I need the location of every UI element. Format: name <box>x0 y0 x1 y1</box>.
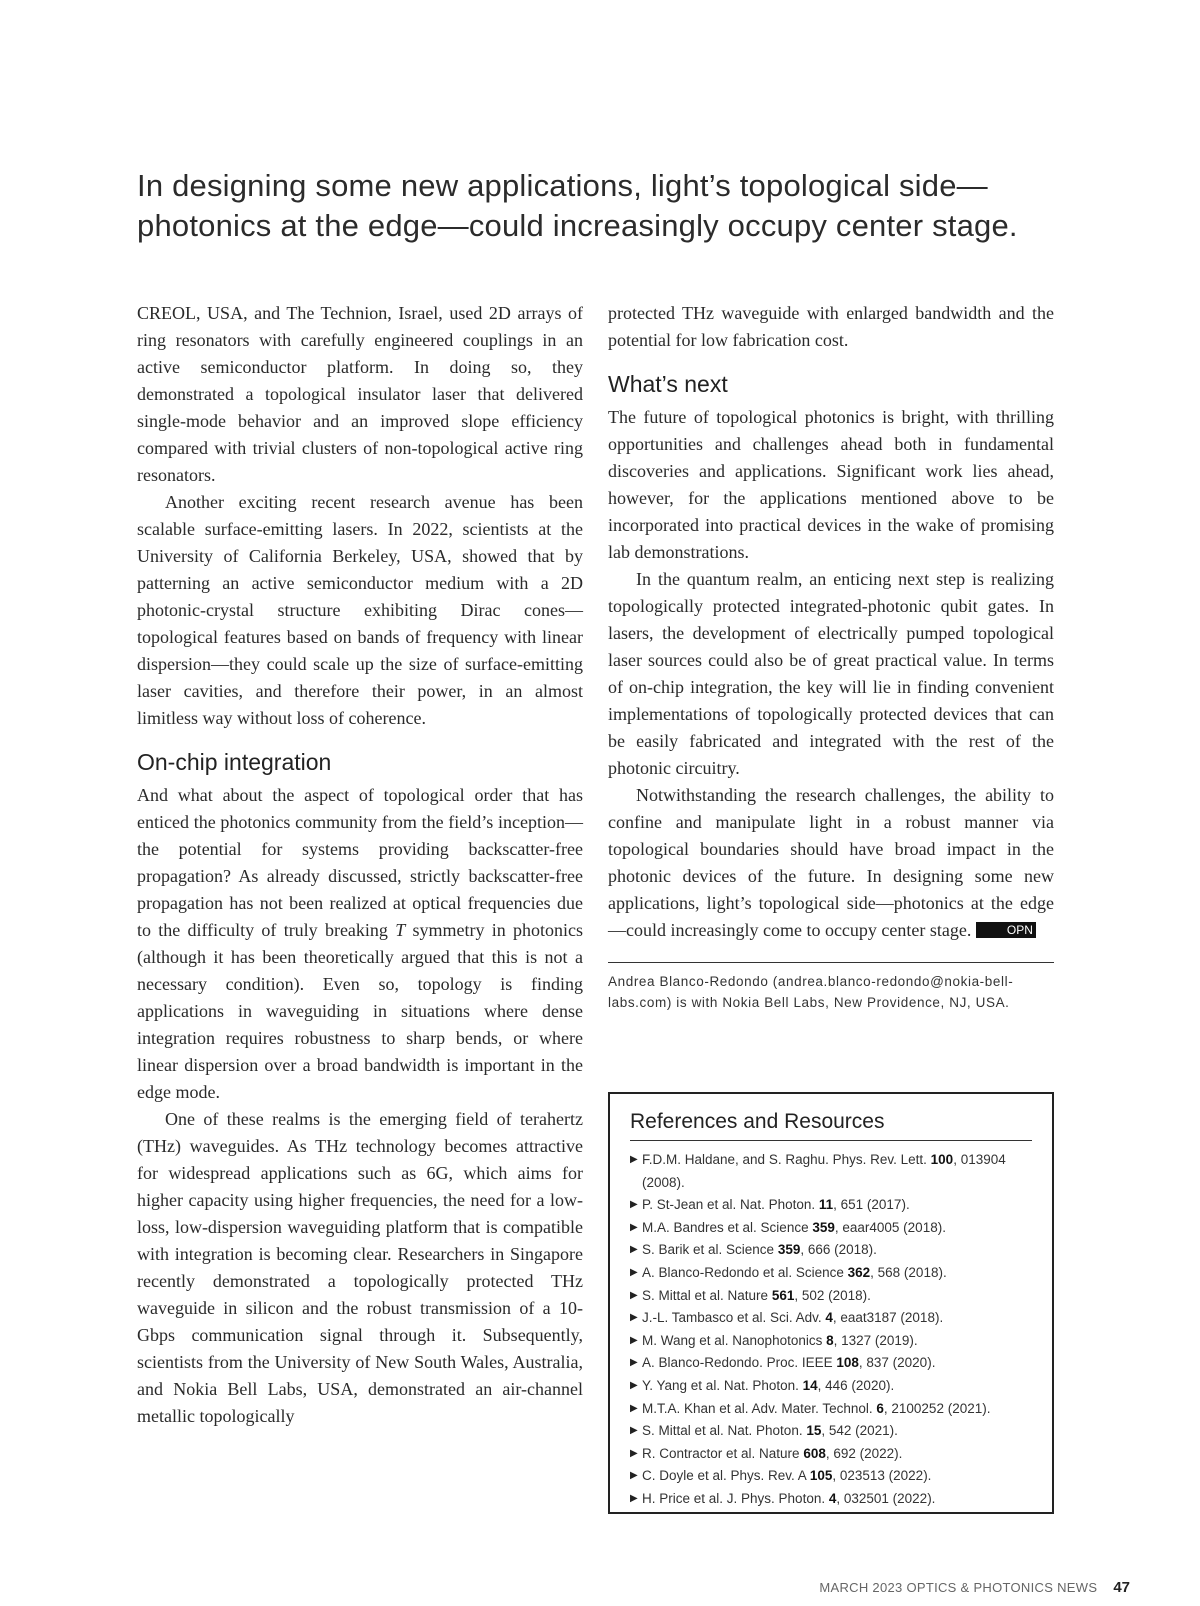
reference-volume: 8 <box>826 1332 834 1348</box>
reference-volume: 4 <box>828 1490 837 1506</box>
reference-citation: A. Blanco-Redondo et al. Science <box>642 1264 848 1280</box>
reference-pages-year: , 032501 (2022). <box>836 1490 936 1506</box>
reference-item <box>630 1194 1032 1217</box>
bullet-triangle-icon: ▶ <box>630 1244 638 1256</box>
reference-item <box>630 1149 1032 1194</box>
page-footer <box>819 1579 1130 1597</box>
reference-item <box>630 1307 1032 1330</box>
reference-item <box>630 1217 1032 1240</box>
reference-item <box>630 1465 1032 1488</box>
reference-citation: M. Wang et al. Nanophotonics <box>642 1332 827 1348</box>
reference-item <box>630 1330 1032 1353</box>
paragraph-text: And what about the aspect of topological order that has enticed the photonics community from the field’s inception—the potential for systems providing backscatter-free propagation? As already discussed, strictly backscatter-free propagation has not been realized at optical frequencies due to the difficulty of truly breaking <box>137 785 583 940</box>
issue-label: MARCH 2023 OPTICS & PHOTONICS NEWS <box>819 1580 1098 1595</box>
divider <box>608 962 1054 963</box>
reference-item <box>630 1285 1032 1308</box>
bullet-triangle-icon: ▶ <box>630 1221 638 1233</box>
reference-item <box>630 1352 1032 1375</box>
section-heading-on-chip-integration: On-chip integration <box>137 749 332 775</box>
reference-pages-year: , 666 (2018). <box>800 1242 877 1258</box>
reference-citation: F.D.M. Haldane, and S. Raghu. Phys. Rev. Lett. <box>642 1152 931 1167</box>
bullet-triangle-icon: ▶ <box>630 1357 638 1369</box>
reference-citation: M.A. Bandres et al. Science <box>642 1219 813 1235</box>
paragraph: Another exciting recent research avenue has been scalable surface-emitting lasers. In 2022, scientists at the University of California Berkeley, USA, showed that by patterning an active semiconductor medium with a 2D photonic-crystal structure exhibiting Dirac cones—topological features based on bands of frequency with linear dispersion—they could scale up the size of surface-emitting laser cavities, and therefore their power, in an almost limitless way without loss of coherence. <box>137 492 583 728</box>
paragraph <box>137 782 583 1106</box>
reference-volume: 11 <box>818 1197 834 1213</box>
paragraph: protected THz waveguide with enlarged bandwidth and the potential for low fabrication cost. <box>608 303 1054 350</box>
paragraph: One of these realms is the emerging field of terahertz (THz) waveguides. As THz technology becomes attractive for widespread applications such as 6G, which aims for higher capacity using higher frequencies, the need for a low-loss, low-dispersion waveguiding platform that is compatible with integration is becoming clear. Researchers in Singapore recently demonstrated a topologically protected THz waveguide in silicon and the robust transmission of a 10-Gbps communication signal through it. Subsequently, scientists from the University of New South Wales, Australia, and Nokia Bell Labs, USA, demonstrated an air-channel metallic topologically <box>137 1109 583 1426</box>
bullet-triangle-icon: ▶ <box>630 1334 638 1346</box>
reference-item <box>630 1239 1032 1262</box>
reference-pages-year: , eaar4005 (2018). <box>834 1219 946 1235</box>
reference-citation: R. Contractor et al. Nature <box>642 1445 804 1461</box>
article-column-left <box>137 300 583 1430</box>
reference-volume: 359 <box>812 1219 835 1235</box>
bullet-triangle-icon: ▶ <box>630 1379 638 1391</box>
bullet-triangle-icon: ▶ <box>630 1312 638 1324</box>
reference-volume: 108 <box>836 1355 859 1371</box>
pull-quote: In designing some new applications, light’s topological side—photonics at the edge—could increasingly occupy center stage. <box>137 168 1018 243</box>
reference-volume: 15 <box>806 1423 822 1439</box>
reference-pages-year: , 2100252 (2021). <box>883 1400 991 1416</box>
reference-citation: S. Barik et al. Science <box>642 1242 778 1258</box>
reference-citation: H. Price et al. J. Phys. Photon. <box>642 1490 829 1506</box>
reference-volume: 6 <box>876 1400 884 1416</box>
reference-pages-year: , 837 (2020). <box>858 1355 936 1371</box>
section-heading-whats-next: What’s next <box>608 371 728 397</box>
reference-volume: 608 <box>803 1445 826 1461</box>
reference-pages-year: , eaat3187 (2018). <box>832 1310 944 1326</box>
reference-citation: C. Doyle et al. Phys. Rev. A <box>642 1468 810 1484</box>
reference-pages-year: , 013904 (2008). <box>642 1152 1006 1190</box>
references-list <box>630 1149 1032 1511</box>
bullet-triangle-icon: ▶ <box>630 1402 638 1414</box>
reference-citation: M.T.A. Khan et al. Adv. Mater. Technol. <box>642 1400 877 1416</box>
reference-item <box>630 1443 1032 1466</box>
reference-volume: 105 <box>809 1468 833 1484</box>
reference-pages-year: , 023513 (2022). <box>832 1468 932 1484</box>
references-box <box>608 1092 1054 1514</box>
reference-pages-year: , 651 (2017). <box>833 1197 910 1213</box>
paragraph: In the quantum realm, an enticing next step is realizing topologically protected integrated-photonic qubit gates. In lasers, the development of electrically pumped topological laser sources could also be of great practical value. In terms of on-chip integration, the key will lie in finding convenient implementations of topologically protected devices that can be easily fabricated and integrated with the rest of the photonic circuitry. <box>608 569 1054 778</box>
paragraph-text: Notwithstanding the research challenges, the ability to confine and manipulate light in a robust manner via topological boundaries should have broad impact in the photonic devices of the future. In designing some new applications, light’s topological side—photonics at the edge—could increasingly come to occupy center stage. <box>608 785 1054 940</box>
reference-item <box>630 1262 1032 1285</box>
bullet-triangle-icon: ▶ <box>630 1266 638 1278</box>
reference-citation: A. Blanco-Redondo. Proc. IEEE <box>642 1355 837 1371</box>
reference-volume: 362 <box>847 1264 871 1280</box>
reference-item <box>630 1398 1032 1421</box>
reference-pages-year: , 1327 (2019). <box>833 1332 918 1348</box>
bullet-triangle-icon: ▶ <box>630 1289 638 1301</box>
reference-volume: 561 <box>771 1287 795 1303</box>
reference-pages-year: , 542 (2021). <box>821 1423 898 1439</box>
reference-pages-year: , 446 (2020). <box>817 1377 895 1393</box>
reference-item <box>630 1375 1032 1398</box>
reference-citation: P. St-Jean et al. Nat. Photon. <box>642 1197 819 1213</box>
reference-item <box>630 1488 1032 1511</box>
bullet-triangle-icon: ▶ <box>630 1470 638 1482</box>
reference-citation: S. Mittal et al. Nature <box>642 1287 772 1303</box>
reference-volume: 4 <box>825 1310 833 1326</box>
reference-volume: 100 <box>930 1152 954 1167</box>
bullet-triangle-icon: ▶ <box>630 1425 638 1437</box>
author-bio: Andrea Blanco-Redondo (andrea.blanco-redondo@nokia-bell-labs.com) is with Nokia Bell Labs, New Providence, NJ, USA. <box>608 974 1014 1010</box>
article-column-right <box>608 300 1054 1013</box>
bullet-triangle-icon: ▶ <box>630 1154 638 1165</box>
paragraph: The future of topological photonics is bright, with thrilling opportunities and challenges ahead both in fundamental discoveries and applications. Significant work lies ahead, however, for the applications mentioned above to be incorporated into practical devices in the wake of promising lab demonstrations. <box>608 407 1054 562</box>
reference-item <box>630 1420 1032 1443</box>
reference-pages-year: , 692 (2022). <box>825 1445 903 1461</box>
reference-volume: 359 <box>777 1242 801 1258</box>
reference-volume: 14 <box>802 1377 818 1393</box>
reference-citation: J.-L. Tambasco et al. Sci. Adv. <box>642 1310 826 1326</box>
paragraph <box>608 782 1054 944</box>
bullet-triangle-icon: ▶ <box>630 1492 638 1504</box>
reference-pages-year: , 568 (2018). <box>870 1264 947 1280</box>
symmetry-symbol: T <box>395 920 406 940</box>
references-title: References and Resources <box>630 1108 1032 1141</box>
reference-citation: S. Mittal et al. Nat. Photon. <box>642 1423 807 1439</box>
reference-pages-year: , 502 (2018). <box>794 1287 871 1303</box>
paragraph: CREOL, USA, and The Technion, Israel, used 2D arrays of ring resonators with carefully engineered couplings in an active semiconductor platform. In doing so, they demonstrated a topological insulator laser that delivered single-mode behavior and an improved slope efficiency compared with trivial clusters of non-topological active ring resonators. <box>137 303 583 485</box>
page-number: 47 <box>1113 1579 1130 1596</box>
bullet-triangle-icon: ▶ <box>630 1447 638 1459</box>
paragraph-text: symmetry in photonics (although it has been theoretically argued that this is not a necessary condition). Even so, topology is finding applications in waveguiding in situations where dense integration requires robustness to sharp bends, or where linear dispersion over a broad bandwidth is important in the edge mode. <box>137 920 583 1102</box>
reference-citation: Y. Yang et al. Nat. Photon. <box>642 1377 803 1393</box>
end-mark-badge: OPN <box>976 922 1036 938</box>
bullet-triangle-icon: ▶ <box>630 1199 638 1211</box>
